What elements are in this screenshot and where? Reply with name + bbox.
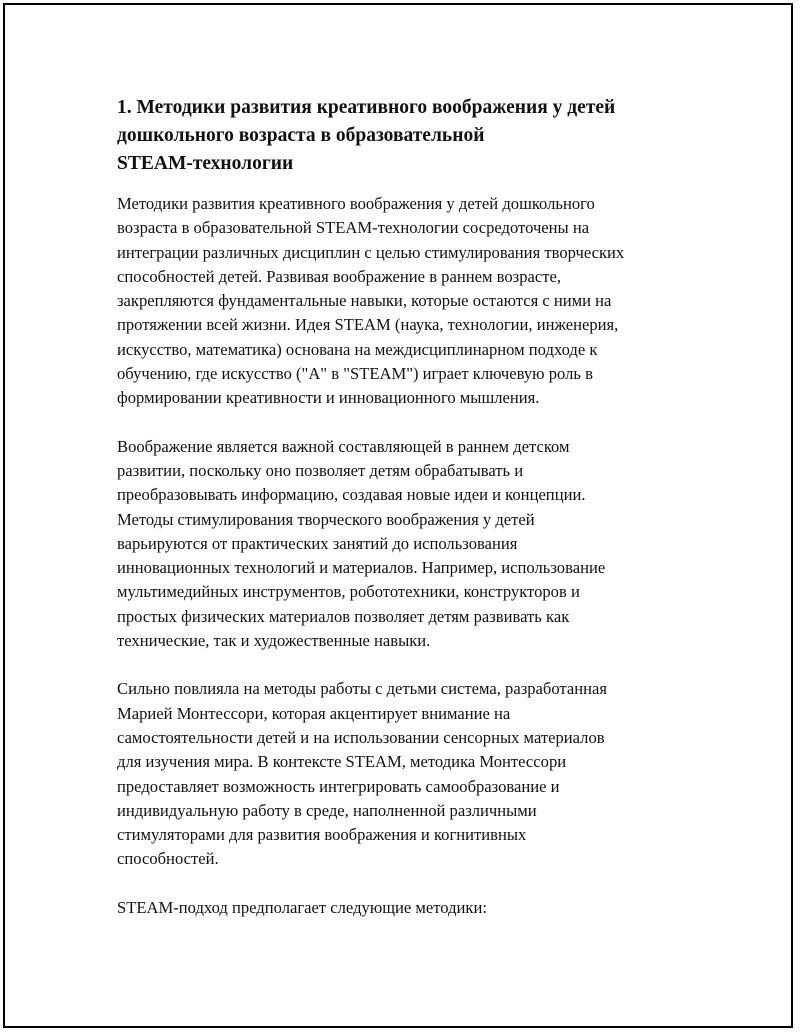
- section-heading: [117, 94, 702, 178]
- text-line: стимуляторами для развития воображения и когнитивных: [117, 825, 527, 845]
- text-line: Воображение является важной составляющей в раннем детском: [117, 436, 570, 456]
- text-line: преобразовывать информацию, создавая новые идеи и концепции.: [117, 485, 586, 505]
- text-line: формировании креативности и инновационного мышления.: [117, 388, 540, 408]
- text-line: Сильно повлияла на методы работы с детьми система, разработанная: [117, 679, 608, 699]
- text-line: самостоятельности детей и на использовании сенсорных материалов: [117, 727, 605, 747]
- text-line: предоставляет возможность интегрировать самообразование и: [117, 776, 560, 796]
- text-line: варьируются от практических занятий до использования: [117, 533, 518, 553]
- text-line: мультимедийных инструментов, робототехники, конструкторов и: [117, 582, 580, 602]
- text-line: развитии, поскольку оно позволяет детям обрабатывать и: [117, 460, 524, 480]
- text-line: технические, так и художественные навыки.: [117, 631, 431, 651]
- paragraph-steam-approach: [117, 896, 702, 920]
- text-line: протяжении всей жизни. Идея STEAM (наука, технологии, инженерия,: [117, 315, 619, 335]
- text-line: способностей детей. Развивая воображение в раннем возрасте,: [117, 266, 561, 286]
- text-line: обучению, где искусство ("A" в "STEAM") играет ключевую роль в: [117, 364, 593, 384]
- text-line: индивидуальную работу в среде, наполненной различными: [117, 800, 537, 820]
- paragraph-steam-methods: [117, 192, 702, 411]
- paragraph-montessori: [117, 677, 702, 871]
- paragraph-imagination: [117, 435, 702, 654]
- text-line: закрепляются фундаментальные навыки, которые остаются с ними на: [117, 291, 612, 311]
- heading-line: дошкольного возраста в образовательной: [117, 125, 485, 146]
- heading-line: STEAM-технологии: [117, 153, 294, 174]
- text-line: простых физических материалов позволяет детям развивать как: [117, 606, 570, 626]
- text-line: инновационных технологий и материалов. Например, использование: [117, 558, 606, 578]
- text-line: для изучения мира. В контексте STEAM, методика Монтессори: [117, 752, 567, 772]
- text-line: искусство, математика) основана на междисциплинарном подходе к: [117, 339, 598, 359]
- text-line: STEAM-подход предполагает следующие методики:: [117, 897, 487, 917]
- heading-line: 1. Методики развития креативного воображения у детей: [117, 97, 616, 118]
- text-line: Методы стимулирования творческого воображения у детей: [117, 509, 535, 529]
- document-body: [117, 94, 702, 944]
- text-line: Марией Монтессори, которая акцентирует внимание на: [117, 703, 511, 723]
- text-line: Методики развития креативного воображения у детей дошкольного: [117, 194, 595, 213]
- text-line: интеграции различных дисциплин с целью стимулирования творческих: [117, 242, 625, 262]
- text-line: способностей.: [117, 849, 219, 869]
- text-line: возраста в образовательной STEAM-технологии сосредоточены на: [117, 218, 590, 238]
